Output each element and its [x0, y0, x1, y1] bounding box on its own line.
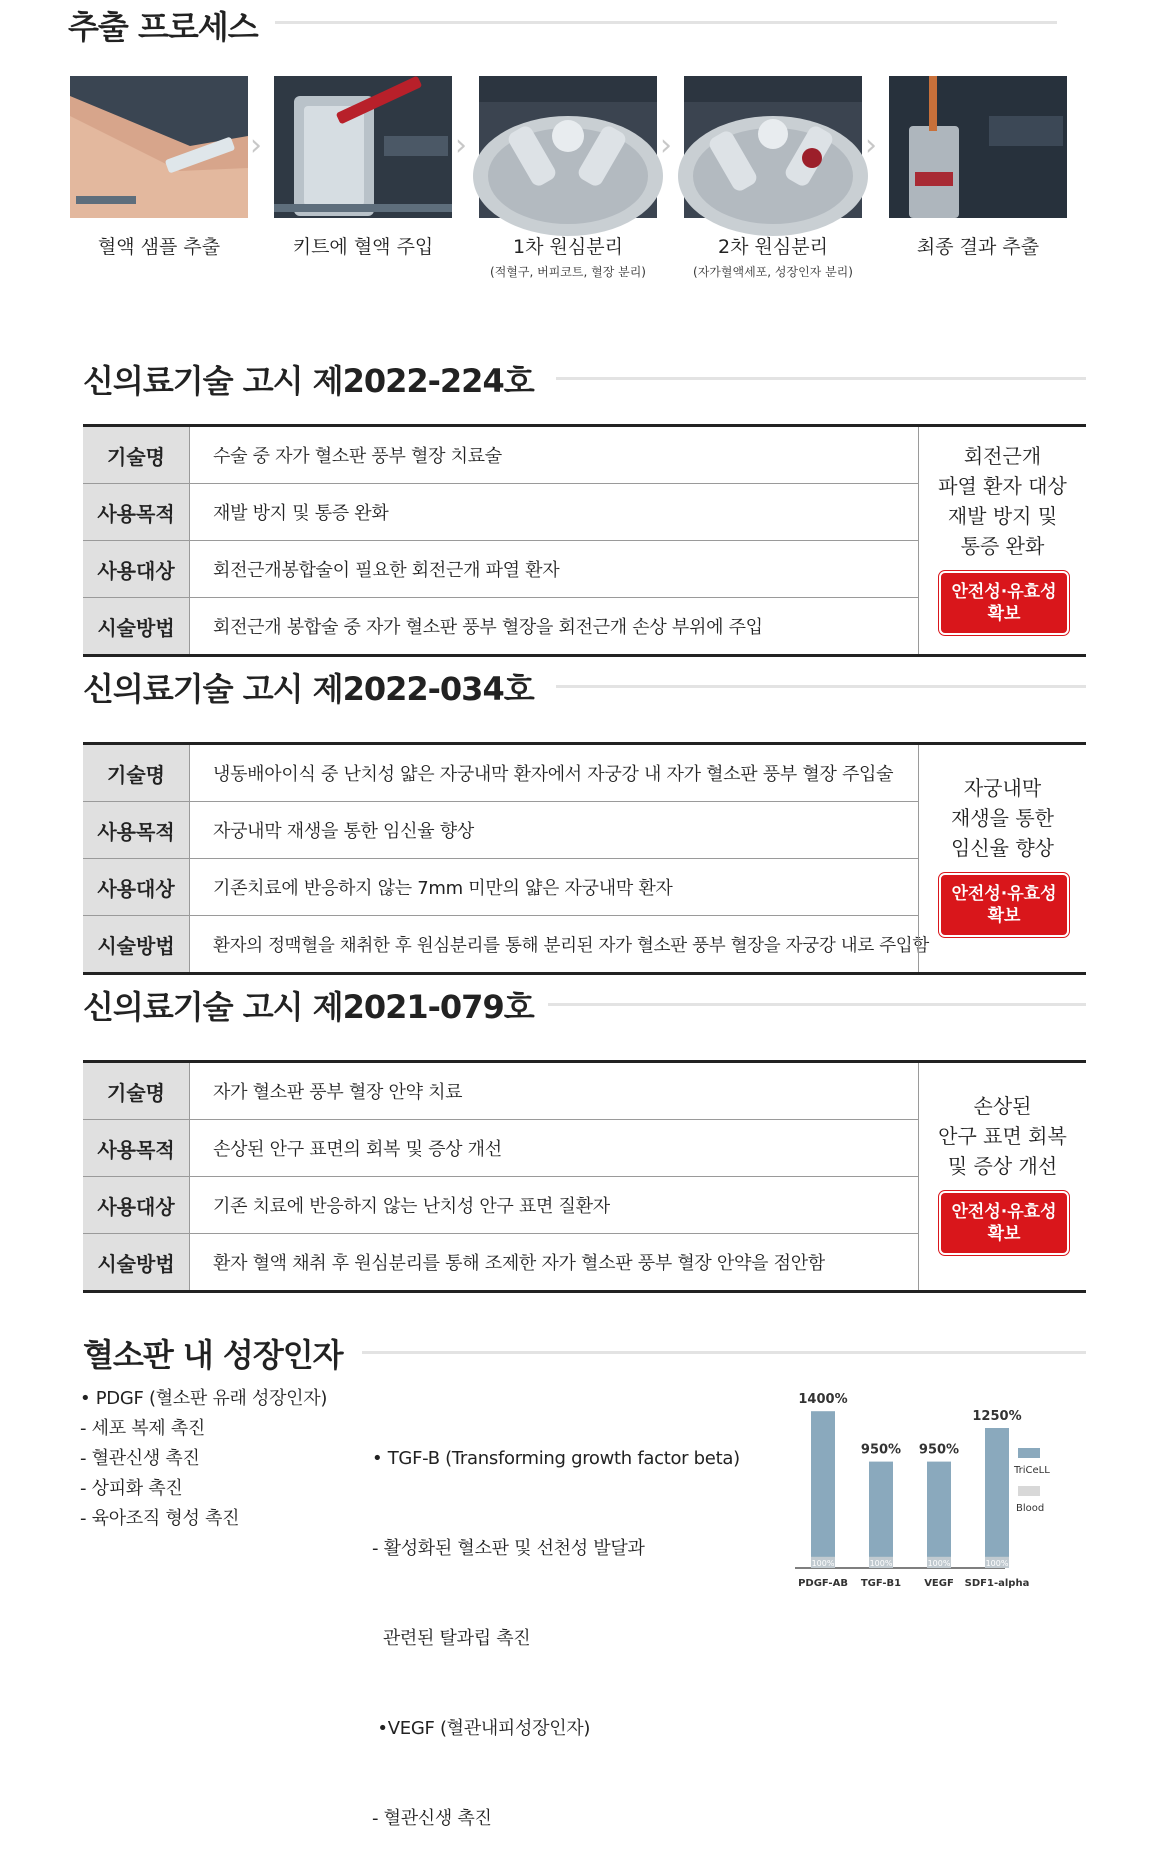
list-item: • TGF-B (Transforming growth factor beta) [372, 1448, 740, 1469]
row-header: 사용대상 [83, 1177, 190, 1233]
list-item: •VEGF (혈관내피성장인자) [372, 1718, 591, 1739]
step-inject-kit [274, 76, 452, 259]
row-value: 기존치료에 반응하지 않는 7mm 미만의 얇은 자궁내막 환자 [213, 878, 673, 899]
row-header: 시술방법 [83, 916, 190, 972]
row-header: 사용대상 [83, 541, 190, 597]
row-value: 회전근개봉합술이 필요한 회전근개 파열 환자 [213, 560, 560, 581]
list-item: - 혈관신생 촉진 [372, 1808, 492, 1829]
notice-table [83, 742, 1086, 975]
divider-line [362, 1351, 1086, 1354]
divider-line [275, 21, 1057, 24]
table-row [83, 1177, 918, 1234]
pdgf-list [80, 1384, 327, 1534]
step-image-inject-kit [274, 76, 452, 218]
table-row [83, 541, 918, 598]
data-label-blood: 100% [985, 1559, 1009, 1568]
step-blood-sample [70, 76, 248, 259]
notice-title: 신의료기술 고시 제2022-034호 [83, 670, 534, 708]
bar-tricell [869, 1462, 893, 1568]
summary-cell [918, 745, 1086, 972]
notice-title: 신의료기술 고시 제2021-079호 [83, 988, 534, 1026]
summary-cell [918, 427, 1086, 654]
step-sublabel: (적혈구, 버피코트, 혈장 분리) [490, 265, 646, 279]
data-label: 950% [918, 1442, 960, 1458]
data-label-blood: 100% [811, 1559, 835, 1568]
divider-line [556, 377, 1086, 380]
table-row [83, 802, 918, 859]
list-item: - 육아조직 형성 촉진 [80, 1508, 240, 1529]
bar-chart [790, 1370, 1090, 1630]
tick-label: SDF1-alpha [964, 1578, 1030, 1589]
process-steps [70, 76, 1100, 286]
row-header: 시술방법 [83, 1234, 190, 1290]
step-image-blood-sample [70, 76, 248, 218]
step-image-final-extract [889, 76, 1067, 218]
row-value: 냉동배아이식 중 난치성 얇은 자궁내막 환자에서 자궁강 내 자가 혈소판 풍부 혈장 주입술 [213, 764, 894, 785]
legend-label: Blood [1016, 1503, 1045, 1514]
step-final-extract [889, 76, 1067, 259]
row-header: 사용대상 [83, 859, 190, 915]
data-label: 950% [860, 1442, 902, 1458]
table-row [83, 859, 918, 916]
chevron-right-icon: › [660, 128, 672, 163]
data-label-blood: 100% [869, 1559, 893, 1568]
table-row [83, 1063, 918, 1120]
summary-text: 회전근개 파열 환자 대상 재발 방지 및 통증 완화 [938, 444, 1067, 558]
table-row [83, 1234, 918, 1290]
step-image-second-centrifuge [684, 76, 862, 218]
data-label-blood: 100% [927, 1559, 951, 1568]
table-row [83, 745, 918, 802]
summary-cell [918, 1063, 1086, 1290]
tick-label: TGF-B1 [860, 1578, 902, 1589]
chevron-right-icon: › [455, 128, 467, 163]
row-value: 재발 방지 및 통증 완화 [213, 503, 389, 524]
list-item: • PDGF (혈소판 유래 성장인자) [80, 1388, 328, 1409]
chevron-right-icon: › [865, 128, 877, 163]
legend-swatch-triceLL [1018, 1448, 1040, 1458]
data-label: 1250% [972, 1409, 1022, 1424]
row-header: 기술명 [83, 427, 190, 483]
bar-tricell [927, 1462, 951, 1568]
list-item: - 활성화된 혈소판 및 선천성 발달과 [372, 1538, 645, 1559]
list-item: - 상피화 촉진 [80, 1478, 183, 1499]
table-row [83, 1120, 918, 1177]
table-row [83, 427, 918, 484]
legend-label: TriCeLL [1014, 1465, 1050, 1476]
list-item: - 혈관신생 촉진 [80, 1448, 200, 1469]
summary-text: 손상된 안구 표면 회복 및 증상 개선 [938, 1094, 1067, 1178]
safety-efficacy-badge: 안전성·유효성 확보 [939, 571, 1069, 635]
step-sublabel: (자가혈액세포, 성장인자 분리) [693, 265, 853, 279]
row-header: 사용목적 [83, 802, 190, 858]
notice-title: 신의료기술 고시 제2022-224호 [83, 362, 534, 400]
step-label: 혈액 샘플 추출 [97, 236, 221, 258]
notice-header [0, 982, 1170, 1030]
step-first-centrifuge [479, 76, 657, 280]
row-value: 기존 치료에 반응하지 않는 난치성 안구 표면 질환자 [213, 1196, 610, 1217]
row-value: 수술 중 자가 혈소판 풍부 혈장 치료술 [213, 446, 502, 467]
tick-label: PDGF-AB [798, 1578, 848, 1589]
row-value: 환자의 정맥혈을 채취한 후 원심분리를 통해 분리된 자가 혈소판 풍부 혈장을 자궁강 내로 주입함 [213, 935, 930, 956]
row-header: 사용목적 [83, 484, 190, 540]
notice-header [0, 356, 1170, 404]
row-value: 자가 혈소판 풍부 혈장 안약 치료 [213, 1082, 463, 1103]
table-row [83, 598, 918, 654]
step-label: 최종 결과 추출 [916, 236, 1040, 258]
list-item: 관련된 탈과립 촉진 [372, 1628, 531, 1649]
tgf-vegf-list [372, 1384, 740, 1864]
step-image-first-centrifuge [479, 76, 657, 218]
divider-line [548, 1003, 1086, 1006]
summary-text: 자궁내막 재생을 통한 임신율 향상 [951, 776, 1054, 860]
chevron-right-icon: › [250, 128, 262, 163]
row-header: 기술명 [83, 1063, 190, 1119]
bar-tricell [811, 1411, 835, 1568]
step-label: 2차 원심분리 [718, 236, 828, 258]
legend-swatch-blood [1018, 1486, 1040, 1496]
row-value: 회전근개 봉합술 중 자가 혈소판 풍부 혈장을 회전근개 손상 부위에 주입 [213, 617, 763, 638]
step-second-centrifuge [684, 76, 862, 280]
growth-title: 혈소판 내 성장인자 [83, 1336, 343, 1374]
safety-efficacy-badge: 안전성·유효성 확보 [939, 1191, 1069, 1255]
tick-label: VEGF [924, 1578, 954, 1589]
divider-line [556, 685, 1086, 688]
notice-header [0, 664, 1170, 712]
safety-efficacy-badge: 안전성·유효성 확보 [939, 873, 1069, 937]
row-value: 손상된 안구 표면의 회복 및 증상 개선 [213, 1139, 502, 1160]
data-label: 1400% [798, 1392, 848, 1408]
row-header: 기술명 [83, 745, 190, 801]
process-title: 추출 프로세스 [68, 8, 258, 46]
process-header [0, 2, 1170, 50]
notice-table [83, 424, 1086, 657]
growth-factor-chart [790, 1370, 1090, 1630]
step-label: 1차 원심분리 [513, 236, 623, 258]
table-row [83, 484, 918, 541]
row-header: 시술방법 [83, 598, 190, 654]
notice-table [83, 1060, 1086, 1293]
table-row [83, 916, 930, 972]
row-value: 환자 혈액 채취 후 원심분리를 통해 조제한 자가 혈소판 풍부 혈장 안약을 점안함 [213, 1253, 825, 1274]
step-label: 키트에 혈액 주입 [292, 236, 434, 258]
row-header: 사용목적 [83, 1120, 190, 1176]
list-item: - 세포 복제 촉진 [80, 1418, 205, 1439]
bar-tricell [985, 1428, 1009, 1568]
row-value: 자궁내막 재생을 통한 임신율 향상 [213, 821, 474, 842]
